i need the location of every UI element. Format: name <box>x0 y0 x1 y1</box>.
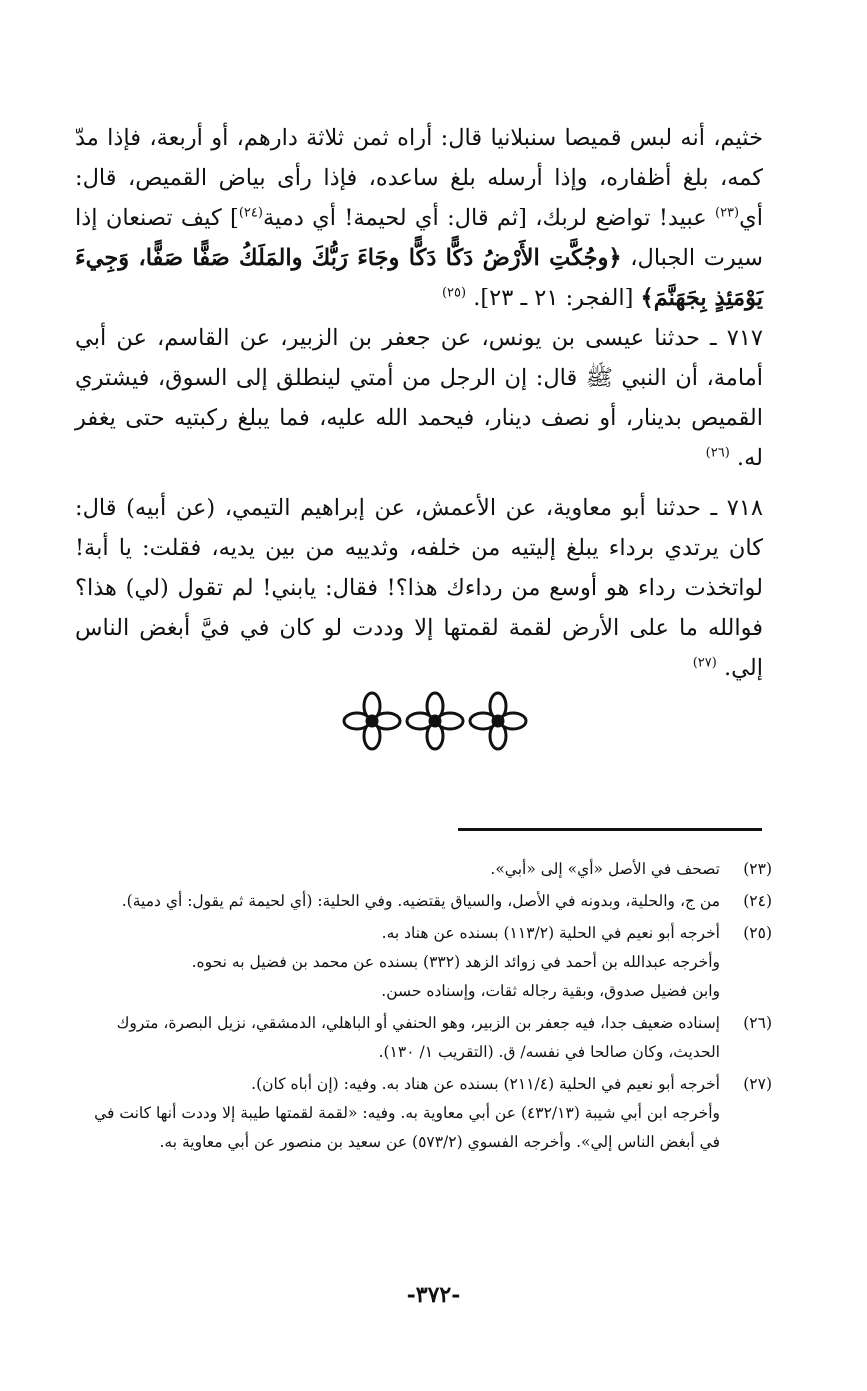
footnote <box>82 1009 772 1067</box>
footnote-line: أخرجه أبو نعيم في الحلية (١١٣/٢) بسنده عن هناد به. <box>381 924 720 942</box>
footnote-body <box>82 887 720 916</box>
text-run: [الفجر: ٢١ ـ ٢٣]. <box>473 285 641 311</box>
footnote <box>82 919 772 1006</box>
text-run: عبيد! تواضع لربك، [ثم قال: أي لحيمة! أي دمية <box>262 205 715 231</box>
footnote-ref[interactable]: (٢٥) <box>441 285 467 301</box>
footnote-ref[interactable]: (٢٤) <box>238 205 263 221</box>
footnote-ref[interactable]: (٢٦) <box>705 445 730 461</box>
footnote <box>82 1070 772 1157</box>
footnote <box>82 855 772 884</box>
footnote <box>82 887 772 916</box>
footnote-number: (٢٦) <box>743 1014 772 1032</box>
footnote-line: وأخرجه ابن أبي شيبة (٤٣٢/١٣) عن أبي معاوية به. وفيه: «لقمة لقمتها طيبة إلا وددت أنها كانت في في أبغض الناس إلي». وأخرجه الفسوي (٥٧٣/٢) عن سعيد بن منصور عن أبي معاوية به. <box>94 1104 720 1151</box>
text-run: ] كيف تصنعان إذا سيرت الجبال، <box>75 205 763 271</box>
footnote-number: (٢٣) <box>743 860 772 878</box>
footnotes <box>82 855 772 1160</box>
hadith-text: ٧١٨ ـ حدثنا أبو معاوية، عن الأعمش، عن إبراهيم التيمي، (عن أبيه) قال: كان يرتدي برداء يبلغ إليتيه من خلفه، وثدييه من بين يديه، فقلت: يا أبة! لواتخذت رداء هو أوسع من رداءك هذا؟! فقال: يابني! لم تقول (لي) هذا؟ فوالله ما على الأرض لقمة لقمتها إلا وددت لو كان في فيَّ أبغض الناس إلي. <box>75 495 763 681</box>
paragraph-continuation <box>75 118 763 318</box>
footnote-line: إسناده ضعيف جدا، فيه جعفر بن الزبير، وهو الحنفي أو الباهلي، الدمشقي، نزيل البصرة، متروك الحديث، وكان صالحا في نفسه/ ق. (التقريب ١/ ١٣٠). <box>116 1014 720 1061</box>
footnote-ref[interactable]: (٢٧) <box>692 655 717 671</box>
footnote-number: (٢٥) <box>743 924 772 942</box>
footnote-number: (٢٤) <box>743 892 772 910</box>
footnote-line: من ج، والحلية، وبدونه في الأصل، والسياق يقتضيه. وفي الحلية: (أي لحيمة ثم يقول: أي دمية). <box>121 892 720 910</box>
footnote-body <box>82 919 720 1006</box>
footnote-line: وأخرجه عبدالله بن أحمد في زوائد الزهد (٣٣٢) بسنده عن محمد بن فضيل به نحوه. <box>191 953 720 971</box>
footnote-line: وابن فضيل صدوق، وبقية رجاله ثقات، وإسناده حسن. <box>381 982 720 1000</box>
main-text <box>75 118 763 688</box>
footnote-line: أخرجه أبو نعيم في الحلية (٢١١/٤) بسنده عن هناد به. وفيه: (إن أباه كان). <box>251 1075 720 1093</box>
triple-flower-ornament-icon <box>340 688 530 754</box>
quran-verse: ﴿وجُكَّتِ الأَرْضُ دَكًّا دَكًّا وجَاءَ رَبُّكَ والمَلَكُ صَفًّا صَفًّا، وَجِيءَ يَوْمَئِذٍ بِجَهَنَّمَ﴾ <box>75 245 763 311</box>
hadith-718 <box>75 488 763 688</box>
footnote-body <box>82 1009 720 1067</box>
text-run: خثيم، أنه لبس قميصا سنبلانيا قال: أراه ثمن ثلاثة دارهم، أو أربعة، فإذا مدّ كمه، بلغ أظفاره، وإذا أرسله بلغ ساعده، فإذا رأى بياض القميص، قال: أي <box>75 125 763 231</box>
footnote-body <box>82 1070 720 1157</box>
footnote-body <box>82 855 720 884</box>
footnote-divider <box>458 828 762 831</box>
page-number: -٣٧٢- <box>406 1282 461 1308</box>
footnote-line: تصحف في الأصل «أي» إلى «أبي». <box>490 860 720 878</box>
hadith-text: ٧١٧ ـ حدثنا عيسى بن يونس، عن جعفر بن الزبير، عن القاسم، عن أبي أمامة، أن النبي ﷺ قال: إن الرجل من أمتي لينطلق إلى السوق، فيشتري القميص بدينار، أو نصف دينار، فيحمد الله عليه، فما يبلغ ركبتيه حتى يغفر له. <box>75 325 763 471</box>
footnote-number: (٢٧) <box>743 1075 772 1093</box>
hadith-717 <box>75 318 763 478</box>
footnote-ref[interactable]: (٢٣) <box>715 205 740 221</box>
